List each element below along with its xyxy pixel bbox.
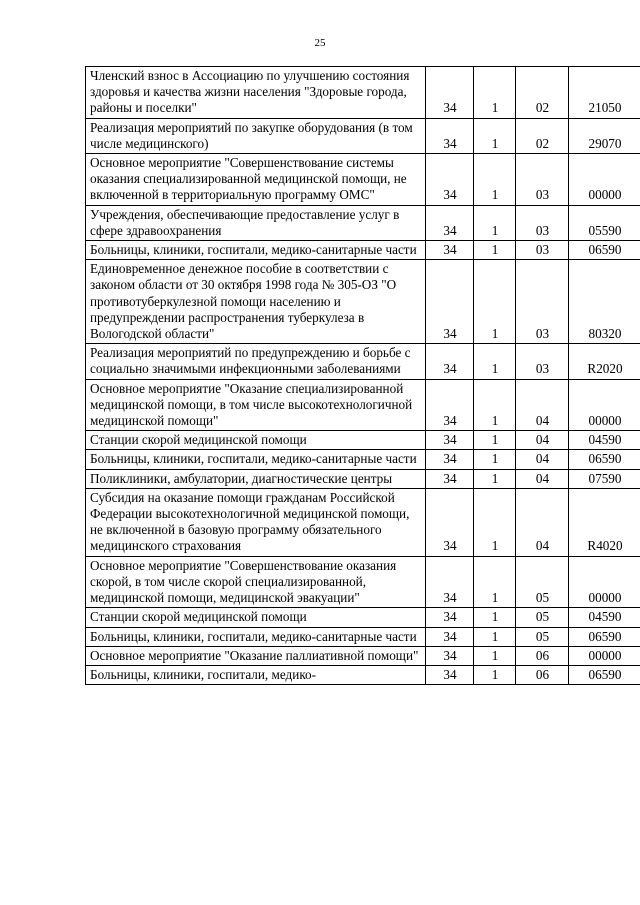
code-cell-2: 1 <box>474 469 516 488</box>
code-cell-1: 34 <box>426 205 474 240</box>
code-cell-3: 03 <box>516 205 569 240</box>
code-cell-1: 34 <box>426 646 474 665</box>
table-row <box>86 665 640 684</box>
code-cell-1: 34 <box>426 469 474 488</box>
row-name-cell: Поликлиники, амбулатории, диагностические центры <box>86 469 426 488</box>
code-cell-4: 00000 <box>569 379 640 431</box>
table-row <box>86 450 640 469</box>
table-row <box>86 260 640 344</box>
code-cell-3: 04 <box>516 469 569 488</box>
row-name-cell: Больницы, клиники, госпитали, медико-санитарные части <box>86 450 426 469</box>
code-cell-1: 34 <box>426 556 474 608</box>
code-cell-1: 34 <box>426 154 474 206</box>
row-name-cell: Реализация мероприятий по предупреждению и борьбе с социально значимыми инфекционными заболеваниями <box>86 344 426 379</box>
table-row <box>86 67 640 119</box>
code-cell-3: 04 <box>516 431 569 450</box>
code-cell-4: 05590 <box>569 205 640 240</box>
code-cell-4: 06590 <box>569 627 640 646</box>
budget-table-body <box>86 67 640 685</box>
code-cell-1: 34 <box>426 488 474 556</box>
code-cell-2: 1 <box>474 379 516 431</box>
code-cell-1: 34 <box>426 627 474 646</box>
code-cell-4: 04590 <box>569 608 640 627</box>
code-cell-1: 34 <box>426 67 474 119</box>
code-cell-3: 02 <box>516 67 569 119</box>
code-cell-3: 06 <box>516 646 569 665</box>
budget-table <box>85 66 640 685</box>
code-cell-3: 05 <box>516 556 569 608</box>
code-cell-4: 80320 <box>569 260 640 344</box>
table-row <box>86 627 640 646</box>
row-name-cell: Членский взнос в Ассоциацию по улучшению состояния здоровья и качества жизни населения "Здоровые города, районы и поселки" <box>86 67 426 119</box>
row-name-cell: Больницы, клиники, госпитали, медико- <box>86 665 426 684</box>
row-name-cell: Основное мероприятие "Оказание специализированной медицинской помощи, в том числе высокотехнологичной медицинской помощи" <box>86 379 426 431</box>
code-cell-2: 1 <box>474 488 516 556</box>
code-cell-4: 29070 <box>569 118 640 153</box>
code-cell-4: R4020 <box>569 488 640 556</box>
code-cell-4: 06590 <box>569 241 640 260</box>
row-name-cell: Субсидия на оказание помощи гражданам Российской Федерации высокотехнологичной медицинской помощи, не включенной в базовую программу обязательного медицинского страхования <box>86 488 426 556</box>
table-row <box>86 241 640 260</box>
code-cell-3: 03 <box>516 241 569 260</box>
code-cell-3: 05 <box>516 608 569 627</box>
row-name-cell: Станции скорой медицинской помощи <box>86 608 426 627</box>
code-cell-4: 00000 <box>569 646 640 665</box>
code-cell-1: 34 <box>426 118 474 153</box>
row-name-cell: Станции скорой медицинской помощи <box>86 431 426 450</box>
code-cell-1: 34 <box>426 241 474 260</box>
page-number: 25 <box>314 37 326 49</box>
table-row <box>86 205 640 240</box>
code-cell-3: 03 <box>516 154 569 206</box>
code-cell-2: 1 <box>474 205 516 240</box>
code-cell-2: 1 <box>474 450 516 469</box>
row-name-cell: Основное мероприятие "Оказание паллиативной помощи" <box>86 646 426 665</box>
code-cell-1: 34 <box>426 344 474 379</box>
row-name-cell: Основное мероприятие "Совершенствование системы оказания специализированной медицинской помощи, не включенной в территориальную программу ОМС" <box>86 154 426 206</box>
table-row <box>86 431 640 450</box>
code-cell-2: 1 <box>474 627 516 646</box>
table-row <box>86 154 640 206</box>
code-cell-4: 21050 <box>569 67 640 119</box>
code-cell-4: 06590 <box>569 665 640 684</box>
code-cell-1: 34 <box>426 608 474 627</box>
row-name-cell: Учреждения, обеспечивающие предоставление услуг в сфере здравоохранения <box>86 205 426 240</box>
code-cell-3: 04 <box>516 450 569 469</box>
code-cell-2: 1 <box>474 118 516 153</box>
code-cell-4: 07590 <box>569 469 640 488</box>
row-name-cell: Больницы, клиники, госпитали, медико-санитарные части <box>86 627 426 646</box>
code-cell-1: 34 <box>426 431 474 450</box>
code-cell-3: 04 <box>516 379 569 431</box>
code-cell-1: 34 <box>426 665 474 684</box>
code-cell-4: 06590 <box>569 450 640 469</box>
code-cell-3: 03 <box>516 344 569 379</box>
row-name-cell: Реализация мероприятий по закупке оборудования (в том числе медицинского) <box>86 118 426 153</box>
code-cell-4: 00000 <box>569 556 640 608</box>
code-cell-2: 1 <box>474 344 516 379</box>
table-row <box>86 118 640 153</box>
table-row <box>86 469 640 488</box>
code-cell-2: 1 <box>474 241 516 260</box>
code-cell-2: 1 <box>474 646 516 665</box>
code-cell-2: 1 <box>474 67 516 119</box>
code-cell-2: 1 <box>474 608 516 627</box>
row-name-cell: Основное мероприятие "Совершенствование оказания скорой, в том числе скорой специализированной, медицинской помощи, медицинской эвакуации" <box>86 556 426 608</box>
table-row <box>86 608 640 627</box>
code-cell-3: 03 <box>516 260 569 344</box>
row-name-cell: Единовременное денежное пособие в соответствии с законом области от 30 октября 1998 года № 305-ОЗ "О противотуберкулезной помощи населению и предупреждении распространения туберкулеза в Вологодской области" <box>86 260 426 344</box>
code-cell-4: 00000 <box>569 154 640 206</box>
table-row <box>86 646 640 665</box>
code-cell-1: 34 <box>426 379 474 431</box>
code-cell-1: 34 <box>426 450 474 469</box>
table-row <box>86 379 640 431</box>
code-cell-4: 04590 <box>569 431 640 450</box>
code-cell-3: 02 <box>516 118 569 153</box>
code-cell-3: 06 <box>516 665 569 684</box>
code-cell-2: 1 <box>474 154 516 206</box>
code-cell-3: 04 <box>516 488 569 556</box>
code-cell-4: R2020 <box>569 344 640 379</box>
code-cell-1: 34 <box>426 260 474 344</box>
code-cell-2: 1 <box>474 431 516 450</box>
code-cell-2: 1 <box>474 260 516 344</box>
table-row <box>86 344 640 379</box>
code-cell-2: 1 <box>474 556 516 608</box>
code-cell-3: 05 <box>516 627 569 646</box>
code-cell-2: 1 <box>474 665 516 684</box>
table-row <box>86 556 640 608</box>
row-name-cell: Больницы, клиники, госпитали, медико-санитарные части <box>86 241 426 260</box>
table-row <box>86 488 640 556</box>
